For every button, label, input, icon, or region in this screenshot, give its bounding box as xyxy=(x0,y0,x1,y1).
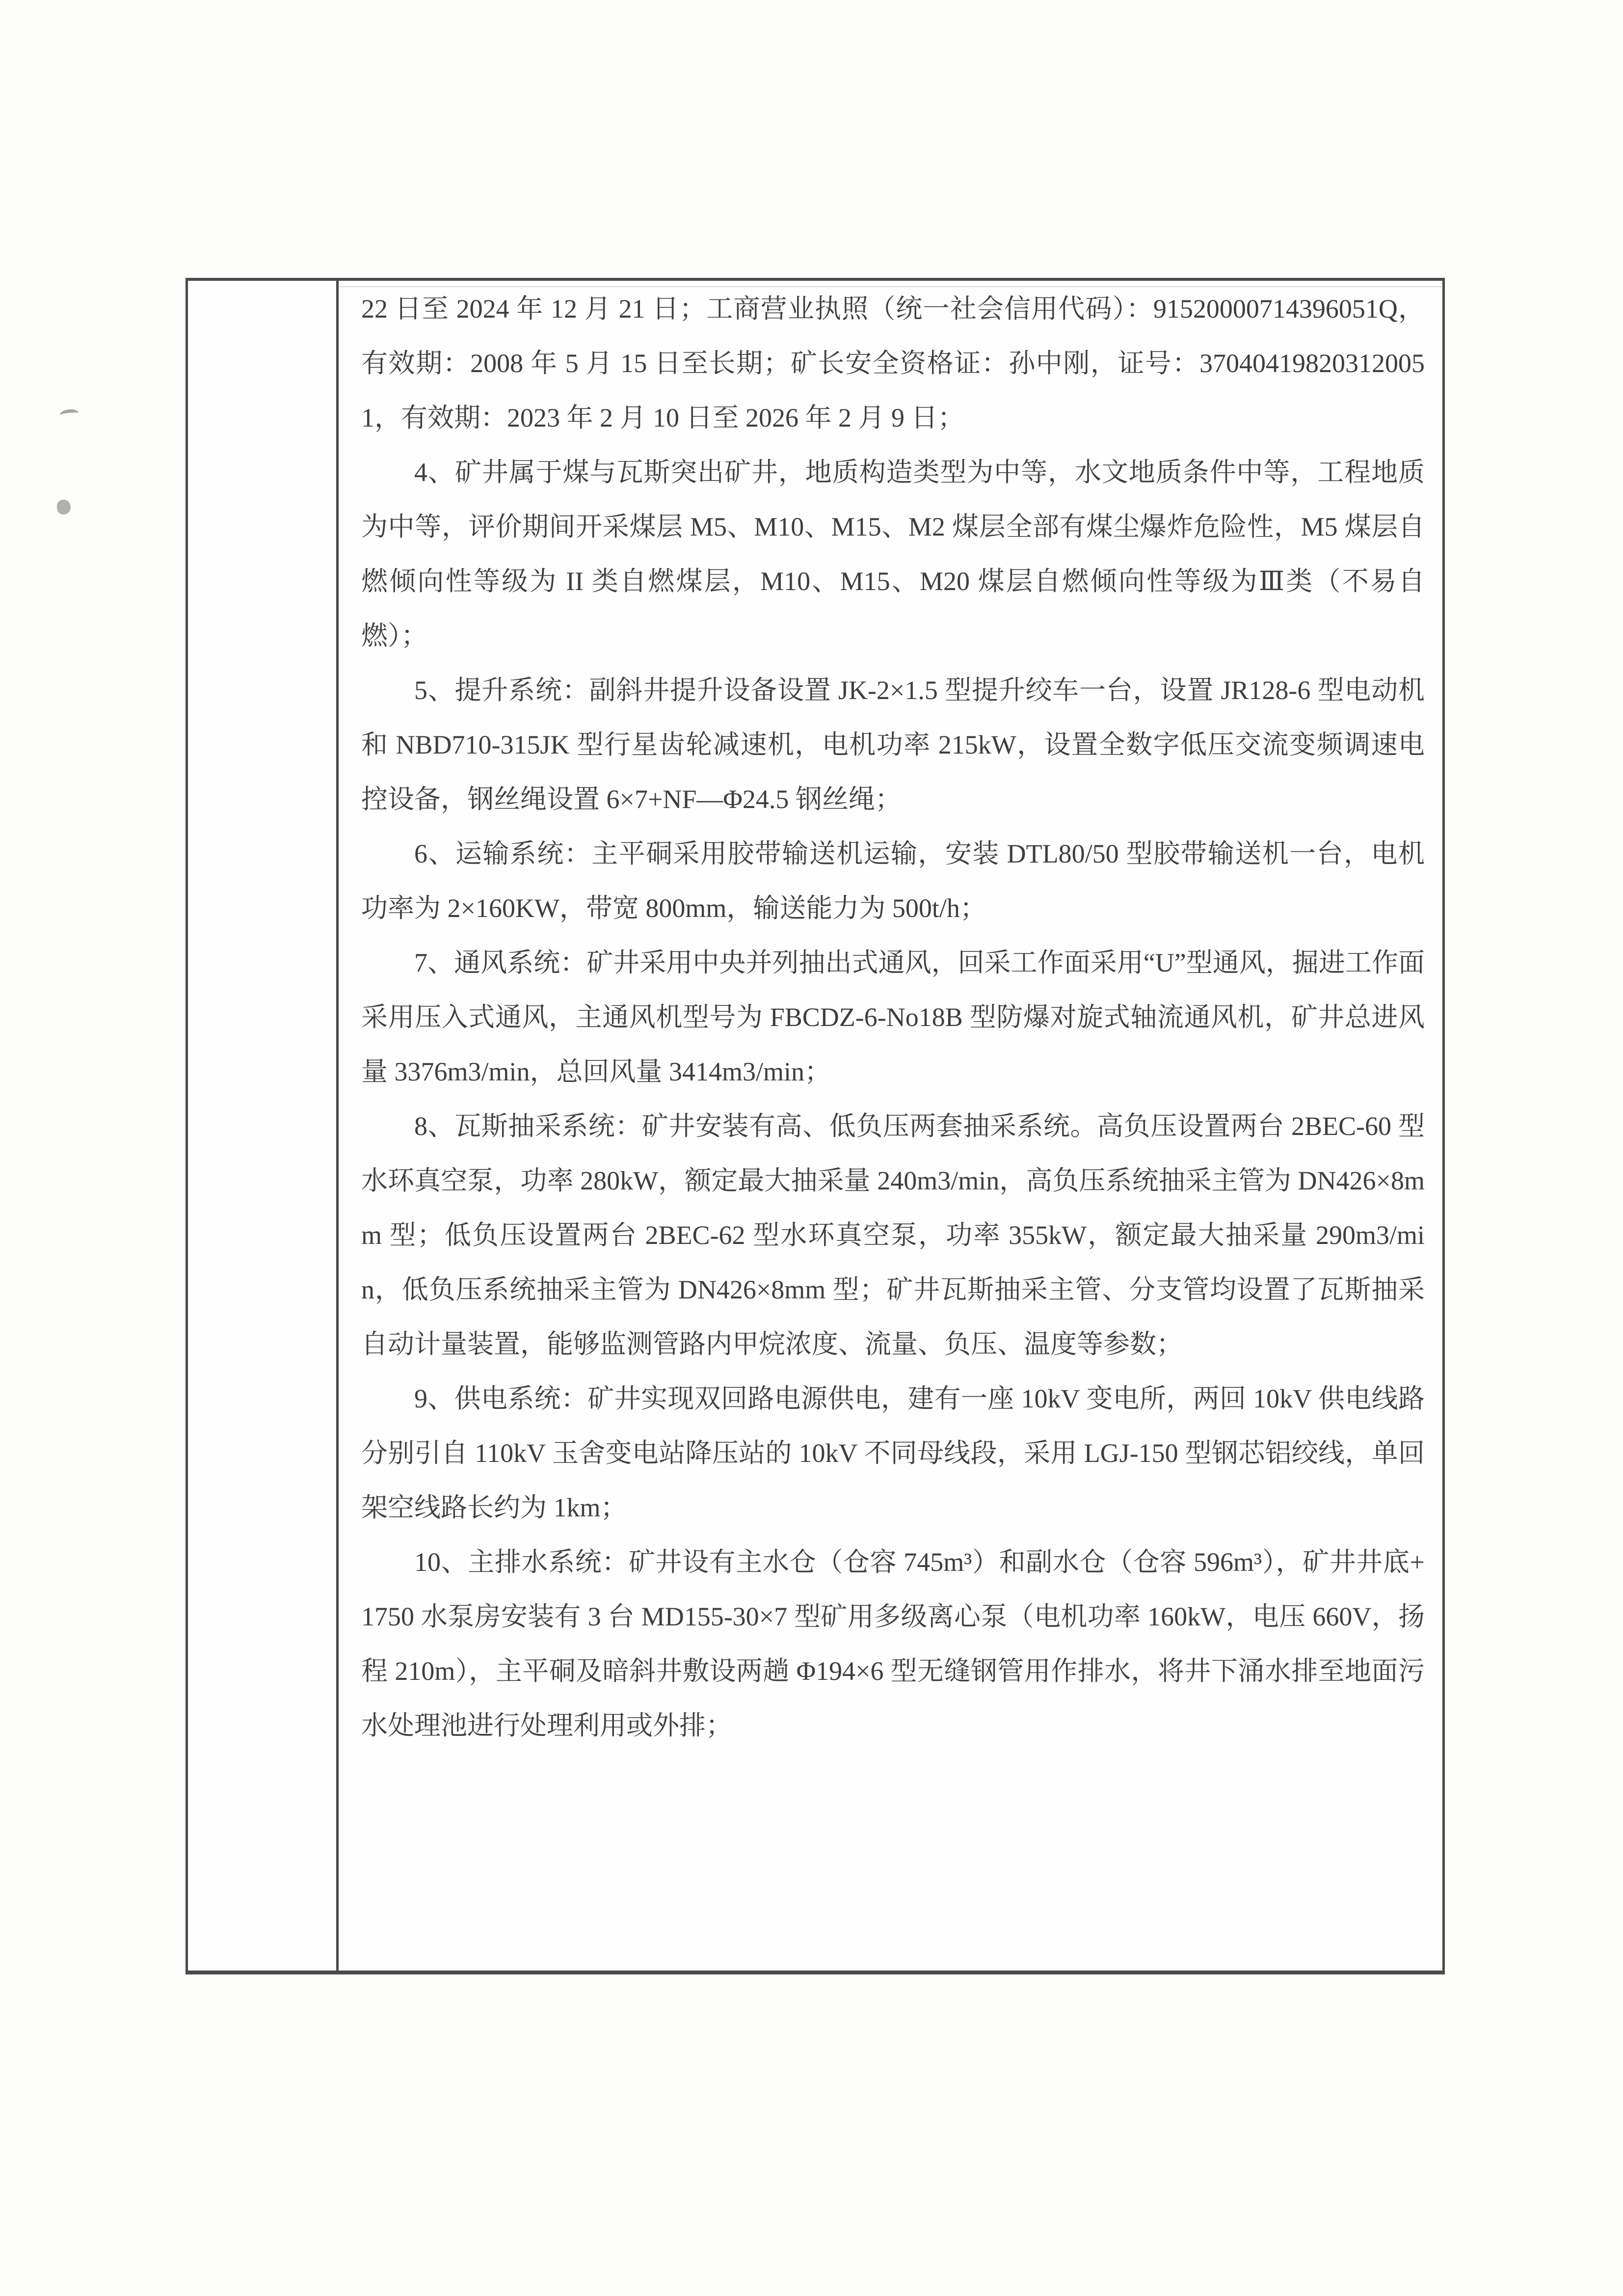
paragraph-item-5-hoisting-system: 5、提升系统：副斜井提升设备设置 JK-2×1.5 型提升绞车一台，设置 JR128-6 型电动机和 NBD710-315JK 型行星齿轮减速机，电机功率 215kW，设置全数字低压交流变频调速电控设备，钢丝绳设置 6×7+NF—Φ24.5 钢丝绳； xyxy=(361,675,1425,814)
paragraph-item-6-transport-system: 6、运输系统：主平硐采用胶带输送机运输，安装 DTL80/50 型胶带输送机一台，电机功率为 2×160KW，带宽 800mm，输送能力为 500t/h； xyxy=(361,839,1425,923)
scan-ghost-line xyxy=(339,286,1442,287)
table-text-cell xyxy=(339,281,1442,1971)
paragraph-item-7-ventilation-system: 7、通风系统：矿井采用中央并列抽出式通风，回采工作面采用“U”型通风，掘进工作面采用压入式通风，主通风机型号为 FBCDZ-6-No18B 型防爆对旋式轴流通风机，矿井总进风量 3376m3/min，总回风量 3414m3/min； xyxy=(361,948,1425,1086)
scan-speck xyxy=(57,500,71,514)
paragraph-item-4-geology: 4、矿井属于煤与瓦斯突出矿井，地质构造类型为中等，水文地质条件中等，工程地质为中等，评价期间开采煤层 M5、M10、M15、M2 煤层全部有煤尘爆炸危险性，M5 煤层自燃倾向性等级为 II 类自燃煤层，M10、M15、M20 煤层自燃倾向性等级为Ⅲ类（不易自燃）； xyxy=(361,458,1425,650)
paragraph-item-8-gas-drainage-system: 8、瓦斯抽采系统：矿井安装有高、低负压两套抽采系统。高负压设置两台 2BEC-60 型水环真空泵，功率 280kW，额定最大抽采量 240m3/min，高负压系统抽采主管为 DN426×8mm 型；低负压设置两台 2BEC-62 型水环真空泵，功率 355kW，额定最大抽采量 290m3/min，低负压系统抽采主管为 DN426×8mm 型；矿井瓦斯抽采主管、分支管均设置了瓦斯抽采自动计量装置，能够监测管路内甲烷浓度、流量、负压、温度等参数； xyxy=(361,1111,1425,1359)
content-table xyxy=(186,278,1445,1974)
paragraph-license-continuation: 22 日至 2024 年 12 月 21 日；工商营业执照（统一社会信用代码）：91520000714396051Q，有效期：2008 年 5 月 15 日至长期；矿长安全资格证：孙中刚，证号：370404198203120051，有效期：2023 年 2 月 10 日至 2026 年 2 月 9 日； xyxy=(361,294,1425,432)
table-left-cell xyxy=(188,281,339,1971)
paragraph-item-10-main-drainage-system: 10、主排水系统：矿井设有主水仓（仓容 745m³）和副水仓（仓容 596m³），矿井井底+1750 水泵房安装有 3 台 MD155-30×7 型矿用多级离心泵（电机功率 160kW，电压 660V，扬程 210m），主平硐及暗斜井敷设两趟 Φ194×6 型无缝钢管用作排水，将井下涌水排至地面污水处理池进行处理利用或外排； xyxy=(361,1547,1425,1740)
paragraph-item-9-power-supply-system: 9、供电系统：矿井实现双回路电源供电，建有一座 10kV 变电所，两回 10kV 供电线路分别引自 110kV 玉舍变电站降压站的 10kV 不同母线段，采用 LGJ-150 型钢芯铝绞线，单回架空线路长约为 1km； xyxy=(361,1384,1425,1522)
scan-speck xyxy=(59,408,79,420)
